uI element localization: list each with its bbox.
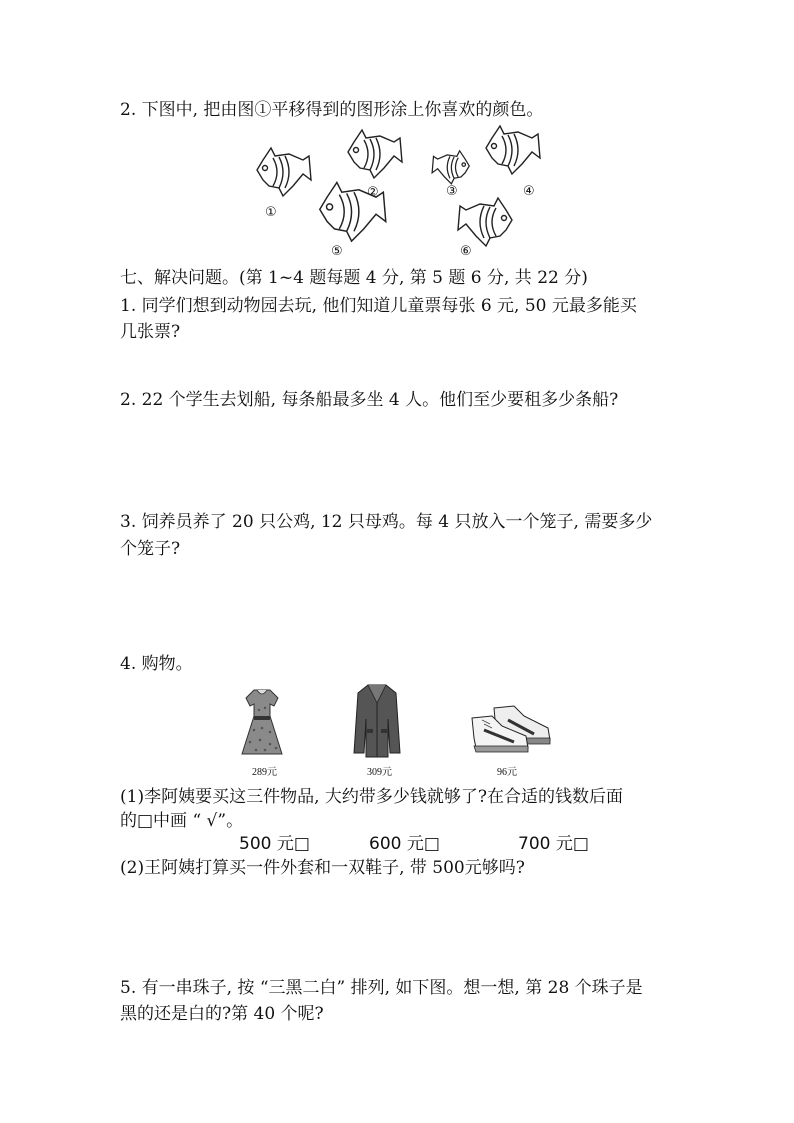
fish-label-4: ④: [523, 184, 535, 199]
coat-icon: [352, 683, 402, 759]
question-7-2: 2. 22 个学生去划船, 每条船最多坐 4 人。他们至少要租多少条船?: [120, 390, 619, 410]
fish-figure-2: [344, 128, 408, 182]
question-6-2-prompt: 2. 下图中, 把由图①平移得到的图形涂上你喜欢的颜色。: [120, 100, 544, 120]
fish-label-2: ②: [367, 185, 379, 200]
shoes-icon: [468, 700, 554, 754]
fish-figure-6: [452, 196, 516, 250]
fish-figure-1: [253, 146, 317, 200]
fish-label-6: ⑥: [460, 244, 472, 259]
question-7-5-line-2: 黑的还是白的?第 40 个呢?: [120, 1004, 324, 1024]
fish-label-5: ⑤: [331, 244, 343, 259]
fish-label-3: ③: [446, 184, 458, 199]
coat-price: 309元: [367, 767, 392, 778]
fish-label-1: ①: [265, 205, 277, 220]
option-700-checkbox[interactable]: 700 元□: [518, 834, 589, 854]
question-7-3-line-2: 个笼子?: [120, 539, 181, 559]
question-7-4-sub1-line-2: 的□中画 “ √”。: [120, 811, 244, 831]
dress-price: 289元: [252, 767, 277, 778]
question-7-3-line-1: 3. 饲养员养了 20 只公鸡, 12 只母鸡。每 4 只放入一个笼子, 需要多少: [120, 512, 653, 532]
fish-figure-5: [314, 180, 394, 246]
question-7-4-title: 4. 购物。: [120, 654, 193, 674]
section-7-heading: 七、解决问题。(第 1~4 题每题 4 分, 第 5 题 6 分, 共 22 分): [120, 268, 588, 288]
shoes-price: 96元: [497, 767, 517, 778]
question-7-4-sub1-line-1: (1)李阿姨要买这三件物品, 大约带多少钱就够了?在合适的钱数后面: [120, 787, 624, 807]
question-7-1-line-1: 1. 同学们想到动物园去玩, 他们知道儿童票每张 6 元, 50 元最多能买: [120, 296, 637, 316]
question-7-1-line-2: 几张票?: [120, 322, 181, 342]
option-600-checkbox[interactable]: 600 元□: [369, 834, 440, 854]
question-7-4-sub2: (2)王阿姨打算买一件外套和一双鞋子, 带 500元够吗?: [120, 858, 525, 878]
fish-figure-4: [482, 124, 546, 178]
option-500-checkbox[interactable]: 500 元□: [239, 834, 310, 854]
question-7-5-line-1: 5. 有一串珠子, 按 “三黑二白” 排列, 如下图。想一想, 第 28 个珠子是: [120, 978, 643, 998]
dress-icon: [240, 688, 284, 758]
